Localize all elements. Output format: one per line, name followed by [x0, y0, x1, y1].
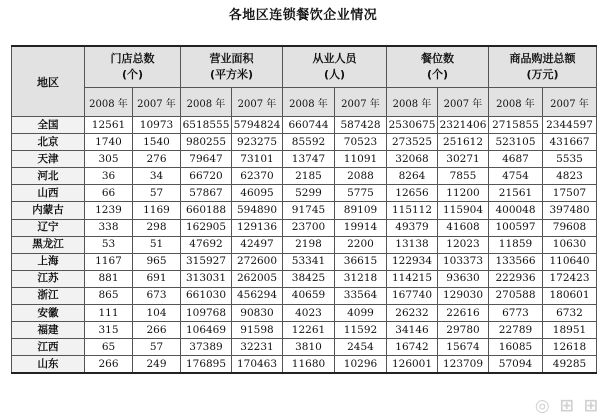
value-cell: 6773	[489, 305, 543, 322]
region-cell: 浙江	[12, 287, 85, 304]
value-cell: 400048	[489, 202, 543, 219]
year-header: 2008 年	[181, 88, 232, 117]
value-cell: 36615	[335, 253, 387, 270]
region-cell: 安徽	[12, 305, 85, 322]
value-cell: 1540	[133, 134, 181, 151]
value-cell: 57094	[489, 356, 543, 374]
value-cell: 133566	[489, 253, 543, 270]
value-cell: 2321406	[438, 117, 489, 134]
value-cell: 172423	[543, 270, 597, 287]
value-cell: 4099	[335, 305, 387, 322]
value-cell: 46095	[232, 185, 283, 202]
value-cell: 11859	[489, 236, 543, 253]
value-cell: 57	[133, 185, 181, 202]
value-cell: 104	[133, 305, 181, 322]
value-cell: 129030	[438, 287, 489, 304]
value-cell: 2344597	[543, 117, 597, 134]
value-cell: 40659	[283, 287, 335, 304]
table-row	[12, 253, 597, 270]
value-cell: 456294	[232, 287, 283, 304]
value-cell: 167740	[387, 287, 438, 304]
value-cell: 30271	[438, 151, 489, 168]
table-row	[12, 151, 597, 168]
year-header: 2007 年	[438, 88, 489, 117]
value-cell: 103373	[438, 253, 489, 270]
value-cell: 12023	[438, 236, 489, 253]
value-cell: 49285	[543, 356, 597, 374]
value-cell: 57	[133, 339, 181, 356]
data-table	[11, 45, 597, 374]
value-cell: 36	[85, 168, 133, 185]
year-header: 2008 年	[387, 88, 438, 117]
value-cell: 42497	[232, 236, 283, 253]
value-cell: 13747	[283, 151, 335, 168]
table-row	[12, 287, 597, 304]
value-cell: 587428	[335, 117, 387, 134]
region-cell: 山东	[12, 356, 85, 374]
value-cell: 305	[85, 151, 133, 168]
value-cell: 272600	[232, 253, 283, 270]
value-cell: 266	[133, 322, 181, 339]
value-cell: 51	[133, 236, 181, 253]
region-cell: 全国	[12, 117, 85, 134]
region-cell: 山西	[12, 185, 85, 202]
value-cell: 162905	[181, 219, 232, 236]
column-group-staff: 从业人员 (人)	[283, 46, 387, 88]
value-cell: 53	[85, 236, 133, 253]
value-cell: 270588	[489, 287, 543, 304]
value-cell: 37389	[181, 339, 232, 356]
value-cell: 10630	[543, 236, 597, 253]
value-cell: 176895	[181, 356, 232, 374]
year-header: 2007 年	[232, 88, 283, 117]
value-cell: 126001	[387, 356, 438, 374]
value-cell: 115112	[387, 202, 438, 219]
value-cell: 691	[133, 270, 181, 287]
value-cell: 19914	[335, 219, 387, 236]
value-cell: 18951	[543, 322, 597, 339]
value-cell: 10296	[335, 356, 387, 374]
value-cell: 23700	[283, 219, 335, 236]
region-cell: 福建	[12, 322, 85, 339]
value-cell: 12561	[85, 117, 133, 134]
value-cell: 6732	[543, 305, 597, 322]
year-header: 2008 年	[489, 88, 543, 117]
region-cell: 北京	[12, 134, 85, 151]
value-cell: 85592	[283, 134, 335, 151]
value-cell: 5775	[335, 185, 387, 202]
value-cell: 3810	[283, 339, 335, 356]
value-cell: 33564	[335, 287, 387, 304]
region-cell: 江西	[12, 339, 85, 356]
value-cell: 881	[85, 270, 133, 287]
value-cell: 100597	[489, 219, 543, 236]
value-cell: 17507	[543, 185, 597, 202]
value-cell: 965	[133, 253, 181, 270]
value-cell: 315	[85, 322, 133, 339]
table-row	[12, 236, 597, 253]
value-cell: 31218	[335, 270, 387, 287]
column-group-seats: 餐位数 (个)	[387, 46, 489, 88]
value-cell: 90830	[232, 305, 283, 322]
value-cell: 2198	[283, 236, 335, 253]
table-row	[12, 322, 597, 339]
value-cell: 32068	[387, 151, 438, 168]
value-cell: 115904	[438, 202, 489, 219]
value-cell: 431667	[543, 134, 597, 151]
value-cell: 123709	[438, 356, 489, 374]
value-cell: 4823	[543, 168, 597, 185]
value-cell: 91598	[232, 322, 283, 339]
value-cell: 93630	[438, 270, 489, 287]
value-cell: 16742	[387, 339, 438, 356]
table-row	[12, 168, 597, 185]
value-cell: 222936	[489, 270, 543, 287]
value-cell: 865	[85, 287, 133, 304]
value-cell: 661030	[181, 287, 232, 304]
value-cell: 41608	[438, 219, 489, 236]
column-group-purchases: 商品购进总额 (万元)	[489, 46, 597, 88]
region-header: 地区	[12, 46, 85, 117]
table-row	[12, 339, 597, 356]
value-cell: 11200	[438, 185, 489, 202]
value-cell: 47692	[181, 236, 232, 253]
value-cell: 2200	[335, 236, 387, 253]
value-cell: 673	[133, 287, 181, 304]
table-row	[12, 270, 597, 287]
region-cell: 天津	[12, 151, 85, 168]
value-cell: 338	[85, 219, 133, 236]
table-row	[12, 305, 597, 322]
value-cell: 2454	[335, 339, 387, 356]
value-cell: 122934	[387, 253, 438, 270]
value-cell: 660188	[181, 202, 232, 219]
value-cell: 1239	[85, 202, 133, 219]
value-cell: 16085	[489, 339, 543, 356]
value-cell: 49379	[387, 219, 438, 236]
value-cell: 923275	[232, 134, 283, 151]
value-cell: 251612	[438, 134, 489, 151]
value-cell: 5794824	[232, 117, 283, 134]
value-cell: 34	[133, 168, 181, 185]
value-cell: 523105	[489, 134, 543, 151]
value-cell: 10973	[133, 117, 181, 134]
value-cell: 1740	[85, 134, 133, 151]
value-cell: 65	[85, 339, 133, 356]
value-cell: 12656	[387, 185, 438, 202]
table-row	[12, 117, 597, 134]
value-cell: 29780	[438, 322, 489, 339]
value-cell: 66720	[181, 168, 232, 185]
table-row	[12, 202, 597, 219]
value-cell: 34146	[387, 322, 438, 339]
value-cell: 397480	[543, 202, 597, 219]
year-header: 2007 年	[543, 88, 597, 117]
value-cell: 12261	[283, 322, 335, 339]
value-cell: 6518555	[181, 117, 232, 134]
value-cell: 57867	[181, 185, 232, 202]
value-cell: 4687	[489, 151, 543, 168]
value-cell: 273525	[387, 134, 438, 151]
value-cell: 7855	[438, 168, 489, 185]
value-cell: 1167	[85, 253, 133, 270]
value-cell: 298	[133, 219, 181, 236]
region-cell: 内蒙古	[12, 202, 85, 219]
value-cell: 594890	[232, 202, 283, 219]
value-cell: 79647	[181, 151, 232, 168]
year-header: 2008 年	[85, 88, 133, 117]
value-cell: 53341	[283, 253, 335, 270]
value-cell: 5299	[283, 185, 335, 202]
value-cell: 180601	[543, 287, 597, 304]
column-group-area: 营业面积 (平方米)	[181, 46, 283, 88]
value-cell: 110640	[543, 253, 597, 270]
year-header: 2007 年	[133, 88, 181, 117]
value-cell: 262005	[232, 270, 283, 287]
table-row	[12, 219, 597, 236]
value-cell: 4754	[489, 168, 543, 185]
value-cell: 129136	[232, 219, 283, 236]
region-cell: 上海	[12, 253, 85, 270]
value-cell: 26232	[387, 305, 438, 322]
value-cell: 106469	[181, 322, 232, 339]
value-cell: 249	[133, 356, 181, 374]
value-cell: 32231	[232, 339, 283, 356]
value-cell: 2715855	[489, 117, 543, 134]
year-header: 2007 年	[335, 88, 387, 117]
value-cell: 62370	[232, 168, 283, 185]
value-cell: 8264	[387, 168, 438, 185]
page-title: 各地区连锁餐饮企业情况	[228, 8, 378, 23]
value-cell: 13138	[387, 236, 438, 253]
value-cell: 15674	[438, 339, 489, 356]
value-cell: 2088	[335, 168, 387, 185]
value-cell: 12618	[543, 339, 597, 356]
value-cell: 11680	[283, 356, 335, 374]
value-cell: 79608	[543, 219, 597, 236]
value-cell: 89109	[335, 202, 387, 219]
year-header: 2008 年	[283, 88, 335, 117]
value-cell: 21561	[489, 185, 543, 202]
header-year-row	[12, 88, 597, 117]
value-cell: 66	[85, 185, 133, 202]
value-cell: 4023	[283, 305, 335, 322]
table-body	[12, 117, 597, 374]
header-group-row	[12, 46, 597, 88]
value-cell: 91745	[283, 202, 335, 219]
value-cell: 980255	[181, 134, 232, 151]
value-cell: 5535	[543, 151, 597, 168]
value-cell: 111	[85, 305, 133, 322]
column-group-stores: 门店总数 (个)	[85, 46, 181, 88]
value-cell: 73101	[232, 151, 283, 168]
value-cell: 1169	[133, 202, 181, 219]
value-cell: 315927	[181, 253, 232, 270]
region-cell: 辽宁	[12, 219, 85, 236]
table-row	[12, 356, 597, 374]
value-cell: 114215	[387, 270, 438, 287]
value-cell: 22616	[438, 305, 489, 322]
table-row	[12, 185, 597, 202]
value-cell: 276	[133, 151, 181, 168]
value-cell: 70523	[335, 134, 387, 151]
region-cell: 黑龙江	[12, 236, 85, 253]
value-cell: 109768	[181, 305, 232, 322]
value-cell: 11091	[335, 151, 387, 168]
value-cell: 11592	[335, 322, 387, 339]
value-cell: 2185	[283, 168, 335, 185]
value-cell: 38425	[283, 270, 335, 287]
value-cell: 266	[85, 356, 133, 374]
value-cell: 2530675	[387, 117, 438, 134]
table-row	[12, 134, 597, 151]
value-cell: 313031	[181, 270, 232, 287]
watermark-logo: ◎ ⊞ ⊞	[534, 396, 600, 416]
value-cell: 660744	[283, 117, 335, 134]
region-cell: 河北	[12, 168, 85, 185]
value-cell: 170463	[232, 356, 283, 374]
value-cell: 22789	[489, 322, 543, 339]
region-cell: 江苏	[12, 270, 85, 287]
